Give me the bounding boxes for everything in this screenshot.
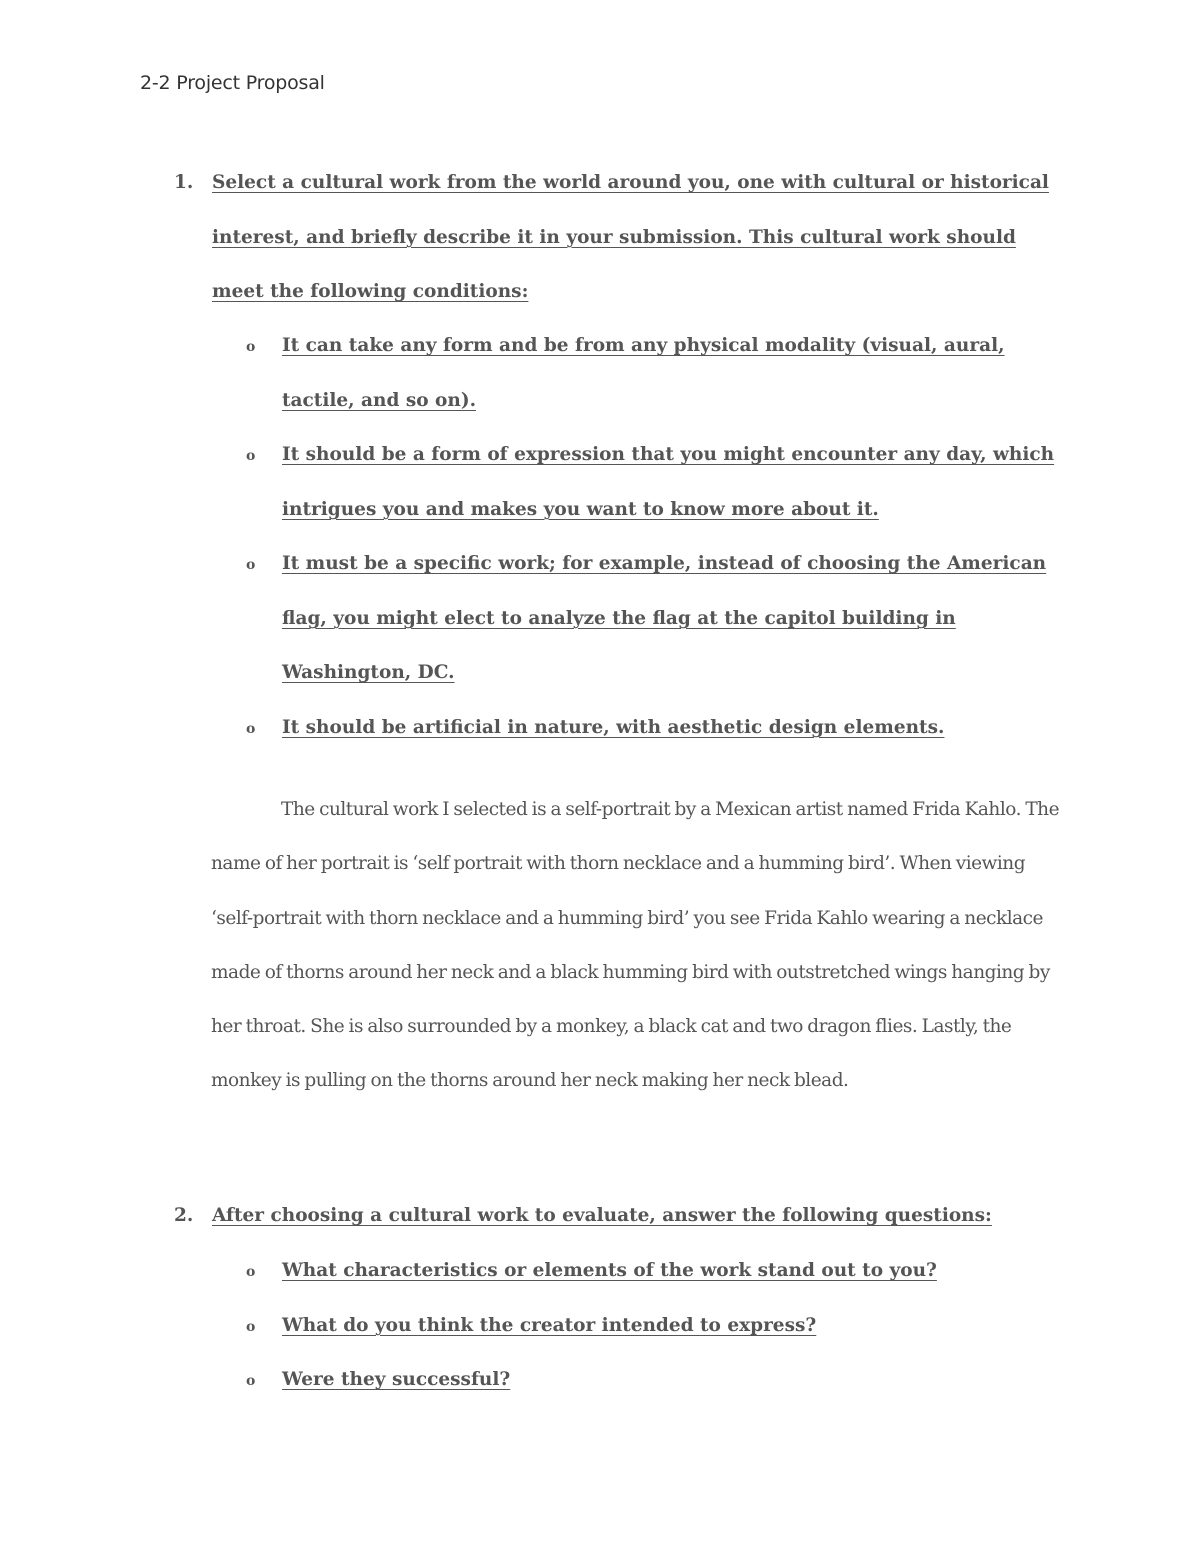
bullet-marker: o	[246, 1264, 256, 1280]
list-item-text: What characteristics or elements of the work stand out to you?	[282, 1260, 937, 1281]
list-item	[246, 428, 1076, 537]
bullet-marker: o	[246, 339, 256, 355]
list-item-text: It can take any form and be from any physical modality (visual, aural, tactile, and so on).	[282, 335, 1005, 411]
answer-paragraph: The cultural work I selected is a self-portrait by a Mexican artist named Frida Kahlo. The name of her portrait is ‘self portrait with thorn necklace and a humming bird’. When viewing ‘self-portrait with thorn necklace and a humming bird’ you see Frida Kahlo wearing a necklace made of thorns around her neck and a black humming bird with outstretched wings hanging by her throat. She is also surrounded by a monkey, a black cat and two dragon flies. Lastly, the monkey is pulling on the thorns around her neck making her neck blead.	[211, 799, 1060, 1092]
list-item-text: Were they successful?	[282, 1369, 511, 1390]
question-2-questions-list	[246, 1244, 1076, 1408]
list-item	[246, 1299, 1076, 1354]
list-item-text: It should be artificial in nature, with aesthetic design elements.	[282, 716, 945, 738]
list-item	[246, 1244, 1076, 1299]
list-item	[246, 319, 1076, 428]
question-prompt: Select a cultural work from the world around you, one with cultural or historical interest, and briefly describe it in your submission. This cultural work should meet the following conditions:	[212, 172, 1049, 302]
document-title: 2-2 Project Proposal	[140, 72, 325, 94]
bullet-marker: o	[246, 448, 256, 464]
list-item-text: It must be a specific work; for example, instead of choosing the American flag, you might elect to analyze the flag at the capitol building in Washington, DC.	[282, 553, 1047, 683]
bullet-marker: o	[246, 557, 256, 573]
list-item-text: It should be a form of expression that you might encounter any day, which intrigues you and makes you want to know more about it.	[282, 444, 1055, 520]
bullet-marker: o	[246, 720, 256, 737]
question-number: 2.	[174, 1205, 194, 1226]
list-item	[246, 701, 1076, 756]
list-item-text: What do you think the creator intended to express?	[282, 1314, 817, 1336]
bullet-marker: o	[246, 1318, 256, 1335]
bullet-marker: o	[246, 1373, 256, 1389]
list-item	[246, 537, 1076, 701]
question-1-conditions-list	[246, 319, 1076, 755]
question-number: 1.	[174, 172, 194, 193]
question-prompt: After choosing a cultural work to evaluate, answer the following questions:	[212, 1205, 992, 1226]
list-item	[246, 1353, 1076, 1408]
